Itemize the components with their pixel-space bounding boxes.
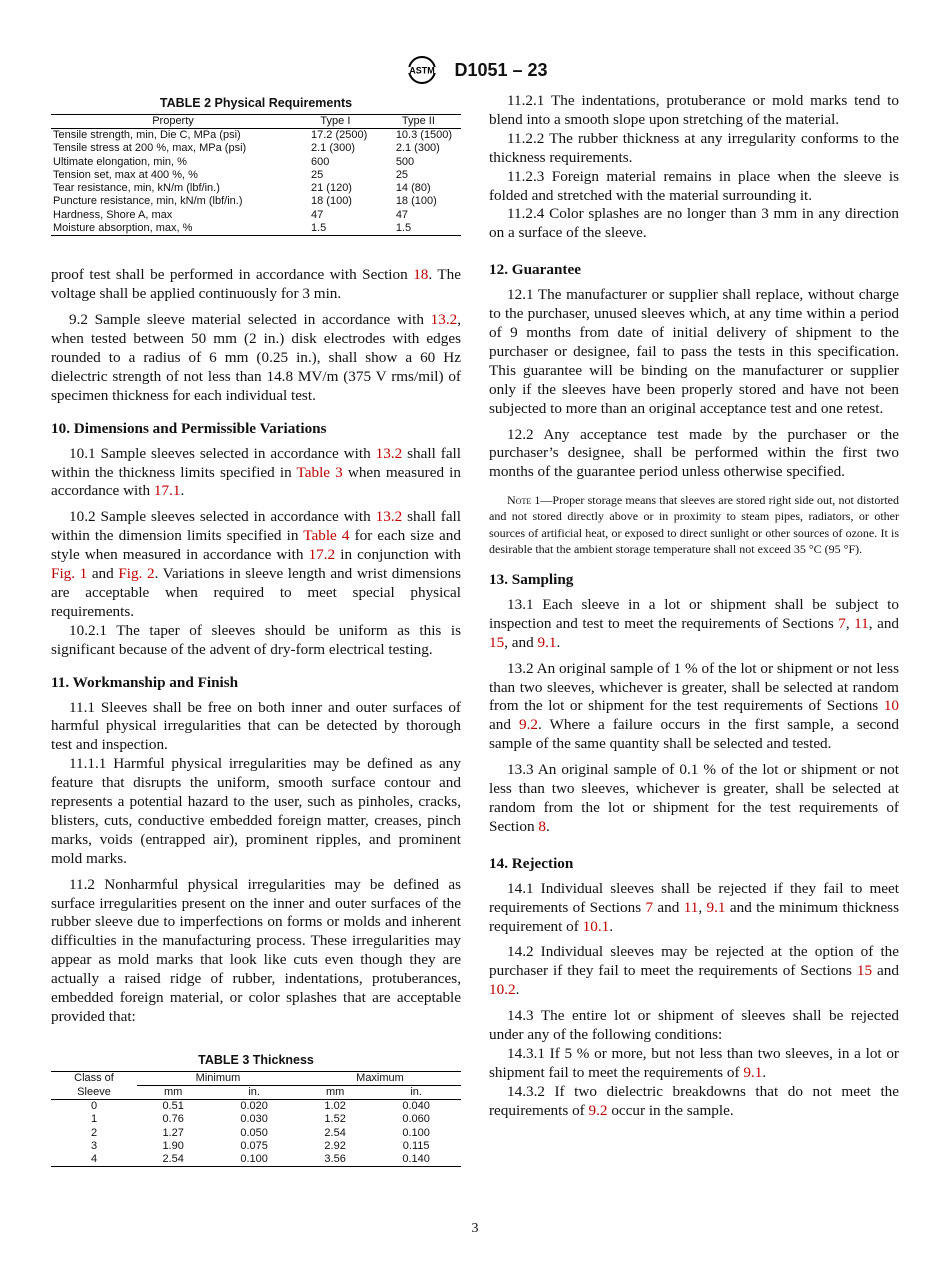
table2-cell: Tensile stress at 200 %, max, MPa (psi)	[53, 142, 247, 155]
ref-link[interactable]: Table 4	[303, 527, 350, 545]
ref-link[interactable]: 8	[538, 817, 546, 835]
table3-header-sleeve: Sleeve	[51, 1085, 137, 1099]
table3-cell: 0.140	[371, 1153, 461, 1167]
table3-cell: 2.54	[324, 1126, 346, 1139]
table2-row	[51, 182, 461, 195]
para-13-3: 13.3 An original sample of 0.1 % of the lot or shipment or not less than two sleeves, whichever is greater, shall be selected at random from the lot or shipment for the test requirements of Section 8.	[489, 761, 899, 835]
svg-text:ASTM: ASTM	[409, 65, 436, 76]
section-11-heading: 11. Workmanship and Finish	[51, 673, 239, 691]
ref-link[interactable]: 9.2	[518, 716, 538, 734]
right-column	[489, 92, 899, 1121]
ref-link[interactable]: 15	[856, 962, 873, 980]
table3-row	[51, 1140, 461, 1153]
table2-header-type1: Type I	[295, 115, 376, 129]
table3-title: TABLE 3 Thickness	[198, 1052, 314, 1067]
section-13-heading: 13. Sampling	[489, 571, 574, 589]
ref-link[interactable]: 7	[645, 898, 654, 916]
ref-link[interactable]: 10	[883, 697, 899, 715]
para-14-3: 14.3 The entire lot or shipment of sleeves shall be rejected under any of the following conditions:	[489, 1007, 899, 1044]
table2-cell: Hardness, Shore A, max	[53, 208, 173, 221]
table3-row	[51, 1153, 461, 1167]
ref-link[interactable]: 13.2	[375, 444, 403, 462]
para-14-3-1: 14.3.1 If 5 % or more, but not less than two sleeves, in a lot or shipment fail to meet the requirements of 9.1.	[489, 1044, 899, 1081]
para-10-2: 10.2 Sample sleeves selected in accordance with 13.2 shall fall within the dimension limits specified in Table 4 for each size and style when measured in accordance with 17.2 in conjunction with Fig. 1 and Fig. 2. Variations in sleeve length and wrist dimensions are acceptable when required to meet special physical requirements.	[51, 508, 461, 620]
note-label: Note 1	[507, 493, 541, 508]
table3-header-min-in: in.	[209, 1085, 299, 1099]
table2-cell: Puncture resistance, min, kN/m (lbf/in.)	[53, 195, 243, 208]
ref-link[interactable]: Fig. 1	[51, 565, 88, 583]
ref-link[interactable]: 9.2	[588, 1101, 608, 1119]
para-13-1: 13.1 Each sleeve in a lot or shipment shall be subject to inspection and test to meet the requirements of Sections 7, 11, and 15, and 9.1.	[489, 595, 900, 651]
table3-cell: 0.030	[240, 1113, 268, 1126]
table3-header-min-mm: mm	[137, 1085, 209, 1099]
table3-body	[51, 1099, 461, 1166]
table3-cell: 0.060	[402, 1113, 430, 1126]
table2-cell: 18 (100)	[311, 195, 352, 208]
table2-body	[51, 129, 461, 236]
table2-cell: 600	[311, 155, 330, 168]
ref-link[interactable]: 15	[489, 633, 505, 651]
table3-cell: 3	[90, 1139, 98, 1152]
para-14-1: 14.1 Individual sleeves shall be rejected if they fail to meet requirements of Sections 7 and 11, 9.1 and the minimum thickness requirement of 10.1.	[489, 879, 900, 935]
table3-cell: 0.51	[162, 1099, 184, 1112]
ref-link[interactable]: 11	[683, 898, 699, 916]
table2-cell: 1.5	[376, 222, 461, 236]
para-9-2: 9.2 Sample sleeve material selected in accordance with 13.2, when tested between 50 mm (2 in.) disk electrodes with edges rounded to a radius of 6 mm (0.25 in.), shall show a 60 Hz dielectric strength of not less than 14.8 MV/m (375 V rms/mil) of specimen thickness for each individual test.	[51, 311, 461, 404]
table2-title: TABLE 2 Physical Requirements	[159, 96, 353, 110]
table3-header-minimum: Minimum	[137, 1071, 299, 1085]
para-14-2: 14.2 Individual sleeves may be rejected at the option of the purchaser if they fail to meet the requirements of Sections 15 and 10.2.	[489, 943, 899, 999]
table2-cell: 25	[311, 168, 324, 181]
table3-row	[51, 1127, 461, 1140]
table2-cell: 47	[395, 208, 409, 221]
table3-cell: 0.020	[240, 1099, 268, 1112]
table2-cell: Ultimate elongation, min, %	[53, 155, 187, 168]
table2-cell: Tear resistance, min, kN/m (lbf/in.)	[53, 182, 220, 195]
table2-row	[51, 156, 461, 169]
table2-cell: 47	[311, 208, 324, 221]
para-proof-test: proof test shall be performed in accordance with Section 18. The voltage shall be applied continuously for 3 min.	[51, 266, 461, 303]
table3-cell: 0.76	[162, 1113, 184, 1126]
para-12-1: 12.1 The manufacturer or supplier shall replace, without charge to the purchaser, unused sleeves which, at any time within a period of 9 months from date of initial delivery of shipment to the purchaser or designee, fail to pass the tests in this specification. This guarantee will be binding on the manufacturer or supplier only if the sleeves have been properly stored and have not been subjected to more than an original acceptance test and one retest.	[489, 286, 899, 417]
table2-row	[51, 222, 461, 236]
ref-link[interactable]: 18	[413, 266, 429, 284]
note-1: Note 1—Proper storage means that sleeves are stored right side out, not distorted and not stored directly above or in proximity to steam pipes, radiators, or other sources of artificial heat, or exposed to direct sunlight or other sources of ozone. It is desirable that the ambient storage temperature shall not exceed 35 °C (95 °F).	[489, 493, 900, 556]
table3-header-class: Class of	[51, 1071, 137, 1085]
para-10-2-1: 10.2.1 The taper of sleeves should be uniform as this is significant because of the advent of dry-form electrical testing.	[51, 621, 461, 658]
table2-header-type2: Type II	[376, 115, 461, 129]
table2-cell: 21 (120)	[311, 182, 352, 195]
table3-cell: 0.075	[240, 1139, 268, 1152]
table3-row	[51, 1113, 461, 1126]
ref-link[interactable]: 10.2	[489, 981, 516, 999]
table3-row	[51, 1099, 461, 1113]
para-13-2: 13.2 An original sample of 1 % of the lot or shipment or not less than two sleeves, whichever is greater, shall be selected at random from the lot or shipment for the test requirements of Sections 10 and 9.2. Where a failure occurs in the first sample, a second sample of the same quantity shall be selected and tested.	[489, 659, 899, 753]
table2-cell: 25	[395, 168, 409, 181]
ref-link[interactable]: 17.1	[153, 482, 181, 500]
ref-link[interactable]: 17.2	[308, 546, 336, 564]
table3-cell: 0	[90, 1099, 98, 1112]
table3-cell: 0.040	[402, 1099, 430, 1112]
table3-cell: 2.54	[137, 1153, 209, 1167]
ref-link[interactable]: 9.1	[537, 633, 557, 651]
para-11-2-3: 11.2.3 Foreign material remains in place when the sleeve is folded and stretched with the material surrounding it.	[489, 167, 899, 204]
table2-cell: Moisture absorption, max, %	[51, 222, 295, 236]
table3-cell: 1.90	[162, 1139, 184, 1152]
table3-cell: 0.050	[240, 1126, 268, 1139]
table2-cell: 17.2 (2500)	[311, 129, 368, 141]
table3-cell: 0.100	[402, 1126, 430, 1139]
document-header	[0, 55, 950, 85]
table2-cell: 14 (80)	[395, 182, 431, 195]
ref-link[interactable]: 9.1	[706, 898, 726, 916]
table3-cell: 4	[51, 1153, 137, 1167]
ref-link[interactable]: Fig. 2	[118, 565, 155, 583]
table3-cell: 1.27	[162, 1126, 184, 1139]
table2-cell: 2.1 (300)	[311, 142, 356, 155]
table3-cell: 2	[90, 1126, 98, 1139]
astm-logo	[402, 55, 442, 85]
ref-link[interactable]: 10.1	[582, 917, 610, 935]
table2-row	[51, 129, 461, 143]
para-11-1: 11.1 Sleeves shall be free on both inner and outer surfaces of harmful physical irregularities that can be detected by thorough test and inspection.	[51, 698, 461, 754]
ref-link[interactable]: 7	[838, 614, 846, 632]
table3-cell: 0.115	[402, 1139, 430, 1152]
table2-cell: 1.5	[295, 222, 376, 236]
table3-cell: 1	[90, 1113, 98, 1126]
page-number: 3	[471, 1221, 479, 1236]
table2-cell: Tensile strength, min, Die C, MPa (psi)	[53, 129, 241, 141]
para-11-2-2: 11.2.2 The rubber thickness at any irregularity conforms to the thickness requirements.	[489, 129, 899, 166]
designation: D1051 – 23	[454, 59, 548, 80]
table2-cell: Tension set, max at 400 %, %	[53, 168, 198, 181]
para-14-3-2: 14.3.2 If two dielectric breakdowns that do not meet the requirements of 9.2 occur in the sample.	[489, 1082, 899, 1119]
table2-row	[51, 195, 461, 208]
section-12-heading: 12. Guarantee	[489, 261, 581, 279]
table3-cell: 1.02	[324, 1099, 346, 1112]
table3-header-max-mm: mm	[299, 1085, 371, 1099]
table3-header-maximum: Maximum	[299, 1071, 461, 1085]
table2-row	[51, 142, 461, 155]
section-14-heading: 14. Rejection	[489, 854, 574, 872]
ref-link[interactable]: 9.1	[743, 1063, 763, 1081]
ref-link[interactable]: Table 3	[296, 463, 343, 481]
table2-cell: 500	[395, 155, 415, 168]
table3-cell: 1.52	[324, 1113, 346, 1126]
table2-row	[51, 209, 461, 222]
table3-cell: 3.56	[299, 1153, 371, 1167]
table2-row	[51, 169, 461, 182]
table2-physical-requirements	[51, 114, 461, 236]
table3-thickness	[51, 1071, 461, 1167]
table3-cell: 2.92	[324, 1139, 346, 1152]
para-11-2-4: 11.2.4 Color splashes are no longer than 3 mm in any direction on a surface of the sleeve.	[489, 205, 899, 242]
para-10-1: 10.1 Sample sleeves selected in accordance with 13.2 shall fall within the thickness limits specified in Table 3 when measured in accordance with 17.1.	[51, 444, 461, 500]
para-11-1-1: 11.1.1 Harmful physical irregularities may be defined as any feature that disrupts the uniform, smooth surface contour and represents a potential hazard to the user, such as pinholes, cracks, blisters, cuts, conductive embedded foreign matter, creases, pinch marks, voids (entrapped air), prominent ripples, and prominent mold marks.	[51, 755, 461, 867]
table2-header-property: Property	[51, 115, 295, 129]
ref-link[interactable]: 13.2	[375, 508, 403, 526]
ref-link[interactable]: 13.2	[430, 311, 458, 329]
table2-cell: 2.1 (300)	[395, 142, 440, 155]
table3-header-max-in: in.	[371, 1085, 461, 1099]
section-10-heading: 10. Dimensions and Permissible Variations	[51, 419, 327, 437]
para-12-2: 12.2 Any acceptance test made by the purchaser or the purchaser’s designee, shall be performed within the first two months of the guarantee period unless otherwise specified.	[489, 425, 899, 481]
para-11-2-1: 11.2.1 The indentations, protuberance or mold marks tend to blend into a smooth slope upon stretching of the material.	[489, 92, 899, 128]
para-11-2: 11.2 Nonharmful physical irregularities may be defined as surface irregularities present on the inner and outer surfaces of the rubber sleeve due to imperfections on forms or molds and inherent difficulties in the manufacturing process. These irregularities may appear as mold marks that look like cuts even though they are actually a raised ridge of rubber, indentations, protuberances, embedded foreign material, or color splashes that are acceptable provided that:	[51, 875, 461, 1025]
table3-cell: 0.100	[209, 1153, 299, 1167]
left-column	[51, 92, 461, 1167]
table2-cell: 18 (100)	[395, 195, 437, 208]
table2-cell: 10.3 (1500)	[395, 129, 453, 141]
ref-link[interactable]: 11	[854, 614, 869, 632]
